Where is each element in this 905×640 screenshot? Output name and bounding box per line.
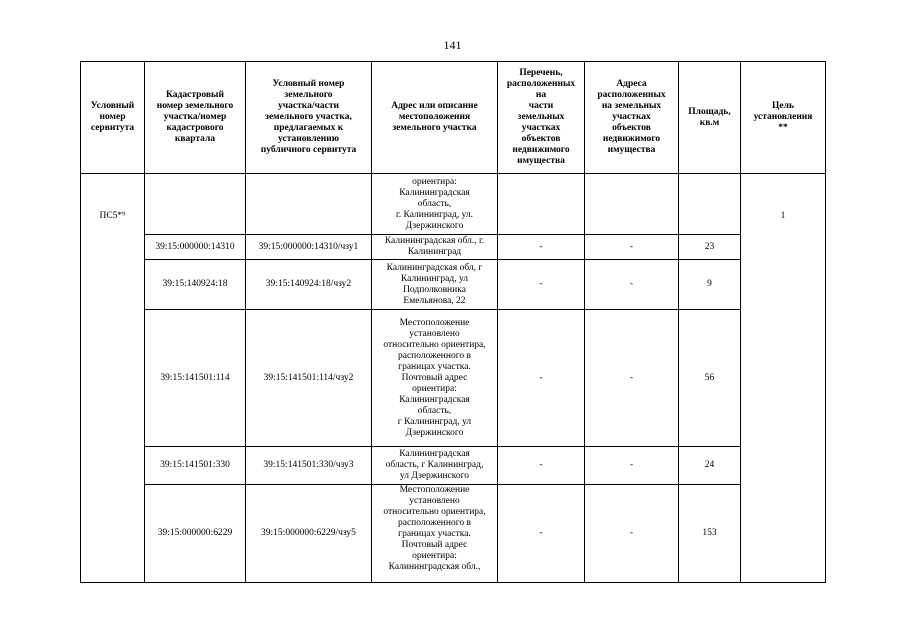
area-cell: 9 [679, 260, 741, 310]
area-cell [679, 174, 741, 235]
part-cell [246, 174, 372, 235]
cadastral-cell: 39:15:140924:18 [145, 260, 246, 310]
part-cell: 39:15:000000:6229/чзу5 [246, 485, 372, 583]
address-cell: ориентира: Калининградская область, г. Калининград, ул. Дзержинского [372, 174, 498, 235]
address-cell: Местоположение установлено относительно ориентира, расположенного в границах участка. Почтовый адрес ориентира: Калининградская обл., [372, 485, 498, 583]
header-part-number: Условный номер земельного участка/части земельного участка, предлагаемых к установлению публичного сервитута [246, 62, 372, 174]
object-addresses-cell: - [585, 310, 679, 447]
cadastral-cell: 39:15:141501:114 [145, 310, 246, 447]
objects-cell [498, 174, 585, 235]
objects-cell: - [498, 447, 585, 485]
area-cell: 24 [679, 447, 741, 485]
area-cell: 56 [679, 310, 741, 447]
table-row [81, 485, 826, 583]
header-servitude-number: Условный номер сервитута [81, 62, 145, 174]
header-purpose: Цель установления ** [741, 62, 826, 174]
header-area: Площадь, кв.м [679, 62, 741, 174]
table-row [81, 310, 826, 447]
table-row [81, 174, 826, 235]
header-object-addresses: Адреса расположенных на земельных участках объектов недвижимого имущества [585, 62, 679, 174]
object-addresses-cell: - [585, 447, 679, 485]
object-addresses-cell: - [585, 235, 679, 260]
header-row [81, 62, 826, 174]
objects-cell: - [498, 485, 585, 583]
address-cell: Калининградская область, г Калининград, ул Дзержинского [372, 447, 498, 485]
cadastral-cell [145, 174, 246, 235]
part-cell: 39:15:141501:330/чзу3 [246, 447, 372, 485]
object-addresses-cell: - [585, 485, 679, 583]
table-row [81, 260, 826, 310]
cadastral-cell: 39:15:000000:14310 [145, 235, 246, 260]
address-cell: Местоположение установлено относительно ориентира, расположенного в границах участка. Почтовый адрес ориентира: Калининградская область, г Калининград, ул Дзержинского [372, 310, 498, 447]
purpose-cell: 1 [741, 174, 826, 583]
area-cell: 153 [679, 485, 741, 583]
header-objects-list: Перечень, расположенных на части земельных участках объектов недвижимого имущества [498, 62, 585, 174]
address-cell: Калининградская обл., г. Калининград [372, 235, 498, 260]
servitude-table [80, 61, 826, 583]
objects-cell: - [498, 235, 585, 260]
header-cadastral-number: Кадастровый номер земельного участка/номер кадастрового квартала [145, 62, 246, 174]
table-row [81, 447, 826, 485]
objects-cell: - [498, 260, 585, 310]
cadastral-cell: 39:15:141501:330 [145, 447, 246, 485]
part-cell: 39:15:140924:18/чзу2 [246, 260, 372, 310]
area-cell: 23 [679, 235, 741, 260]
table-row [81, 235, 826, 260]
part-cell: 39:15:000000:14310/чзу1 [246, 235, 372, 260]
cadastral-cell: 39:15:000000:6229 [145, 485, 246, 583]
header-address: Адрес или описание местоположения земельного участка [372, 62, 498, 174]
address-cell: Калининградская обл, г Калининград, ул Подполковника Емельянова, 22 [372, 260, 498, 310]
servitude-number-cell: ПС5*⁹ [81, 174, 145, 583]
objects-cell: - [498, 310, 585, 447]
object-addresses-cell: - [585, 260, 679, 310]
object-addresses-cell [585, 174, 679, 235]
page-number: 141 [443, 38, 462, 52]
part-cell: 39:15:141501:114/чзу2 [246, 310, 372, 447]
